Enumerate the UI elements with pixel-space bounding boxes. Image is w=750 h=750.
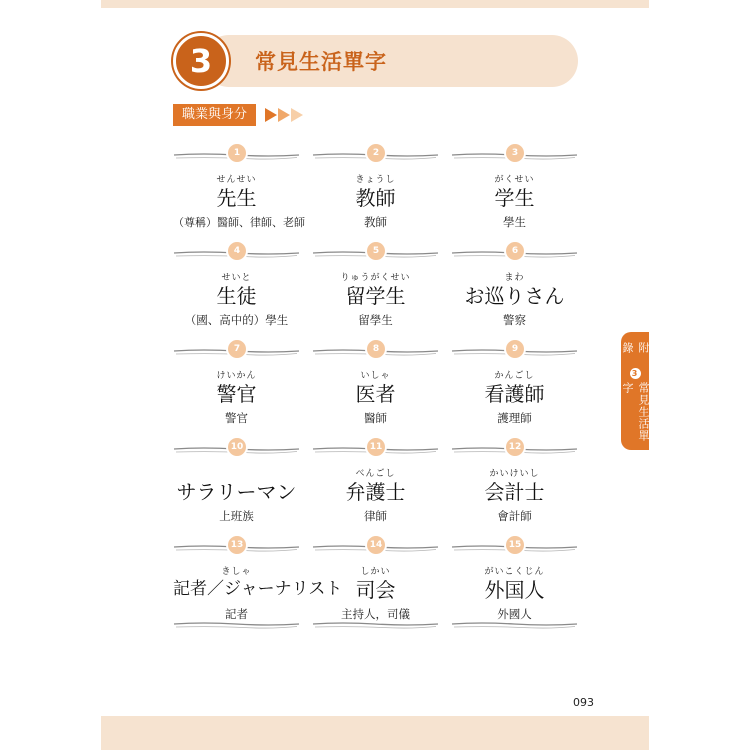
item-number-badge: 13: [226, 534, 248, 556]
furigana: きしゃ: [221, 567, 252, 577]
vocab-card: [173, 538, 343, 628]
chinese-meaning: 外國人: [497, 607, 532, 621]
item-number-badge: 4: [226, 240, 248, 262]
japanese-word: 留学生: [345, 284, 406, 308]
furigana: べんごし: [355, 469, 396, 479]
chinese-meaning: 主持人，司儀: [341, 607, 410, 621]
divider-rule: [173, 620, 300, 630]
japanese-word: お巡りさん: [464, 284, 565, 308]
chinese-meaning: 上班族: [219, 509, 254, 523]
vocab-card: [173, 440, 300, 530]
furigana: かんごし: [494, 371, 535, 381]
vocab-card: [312, 146, 439, 236]
furigana: せいと: [221, 273, 252, 283]
japanese-word: 弁護士: [345, 480, 406, 504]
top-band: [101, 0, 649, 8]
vocab-card: [451, 146, 578, 236]
vocab-card: [451, 244, 578, 334]
vocab-card: [451, 538, 578, 628]
chinese-meaning: 護理師: [497, 411, 532, 425]
chinese-meaning: 警官: [225, 411, 248, 425]
item-number-badge: 9: [504, 338, 526, 360]
vocab-card: [173, 244, 300, 334]
japanese-word: 医者: [355, 382, 396, 406]
japanese-word: 先生: [216, 186, 257, 210]
chinese-meaning: （尊稱）醫師、律師、老師: [173, 216, 305, 229]
item-number-badge: 1: [226, 142, 248, 164]
item-number-badge: 6: [504, 240, 526, 262]
item-number-badge: 11: [365, 436, 387, 458]
japanese-word: 警官: [216, 382, 257, 406]
furigana: かいけいし: [489, 469, 540, 479]
chinese-meaning: 記者: [225, 607, 248, 621]
divider-rule: [451, 620, 578, 630]
japanese-word: 教師: [355, 186, 396, 210]
vocab-card: [451, 342, 578, 432]
section-tag: 職業與身分: [173, 104, 256, 126]
chinese-meaning: （國、高中的）學生: [184, 313, 289, 327]
chinese-meaning: 會計師: [497, 509, 532, 523]
furigana: しかい: [360, 567, 391, 577]
item-number-badge: 10: [226, 436, 248, 458]
japanese-word: 外国人: [484, 578, 545, 602]
vocab-card: [312, 538, 439, 628]
vocab-card: [173, 146, 305, 236]
vocab-card: [312, 440, 439, 530]
item-number-badge: 8: [365, 338, 387, 360]
furigana: けいかん: [216, 371, 257, 381]
japanese-word: 司会: [355, 578, 396, 602]
japanese-word: 学生: [494, 186, 535, 210]
japanese-word: サラリーマン: [176, 480, 297, 504]
furigana: いしゃ: [360, 371, 391, 381]
japanese-word: 記者／ジャーナリスト: [173, 579, 343, 599]
item-number-badge: 3: [504, 142, 526, 164]
japanese-word: 生徒: [216, 284, 257, 308]
japanese-word: 会計士: [484, 480, 545, 504]
chinese-meaning: 教師: [364, 215, 387, 229]
bottom-band: [101, 716, 649, 750]
item-number-badge: 15: [504, 534, 526, 556]
chapter-number: 3: [173, 33, 229, 89]
item-number-badge: 12: [504, 436, 526, 458]
divider-rule: [312, 620, 439, 630]
chinese-meaning: 學生: [503, 215, 526, 229]
furigana: がくせい: [494, 175, 535, 185]
vocab-card: [312, 342, 439, 432]
chapter-header: [173, 33, 578, 89]
vocab-card: [312, 244, 439, 334]
side-tab-badge: 3: [630, 368, 641, 379]
item-number-badge: 2: [365, 142, 387, 164]
side-tab-title: 常見生活單字: [621, 381, 650, 442]
furigana: りゅうがくせい: [340, 273, 411, 283]
page-number: 093: [573, 696, 594, 709]
chinese-meaning: 律師: [364, 509, 387, 523]
side-tab-prefix: 附錄: [621, 342, 650, 354]
furigana: せんせい: [216, 175, 257, 185]
furigana: まわ: [504, 273, 525, 283]
side-tab-text: [621, 342, 649, 450]
triple-arrow-icon: [265, 107, 305, 123]
chapter-title: 常見生活單字: [255, 50, 387, 74]
chinese-meaning: 留學生: [358, 313, 393, 327]
furigana: がいこくじん: [484, 567, 545, 577]
item-number-badge: 7: [226, 338, 248, 360]
item-number-badge: 14: [365, 534, 387, 556]
vocab-card: [173, 342, 300, 432]
chinese-meaning: 警察: [503, 313, 526, 327]
side-tab: [621, 332, 649, 450]
vocab-card: [451, 440, 578, 530]
japanese-word: 看護師: [484, 382, 545, 406]
chinese-meaning: 醫師: [364, 411, 387, 425]
item-number-badge: 5: [365, 240, 387, 262]
furigana: きょうし: [355, 175, 396, 185]
